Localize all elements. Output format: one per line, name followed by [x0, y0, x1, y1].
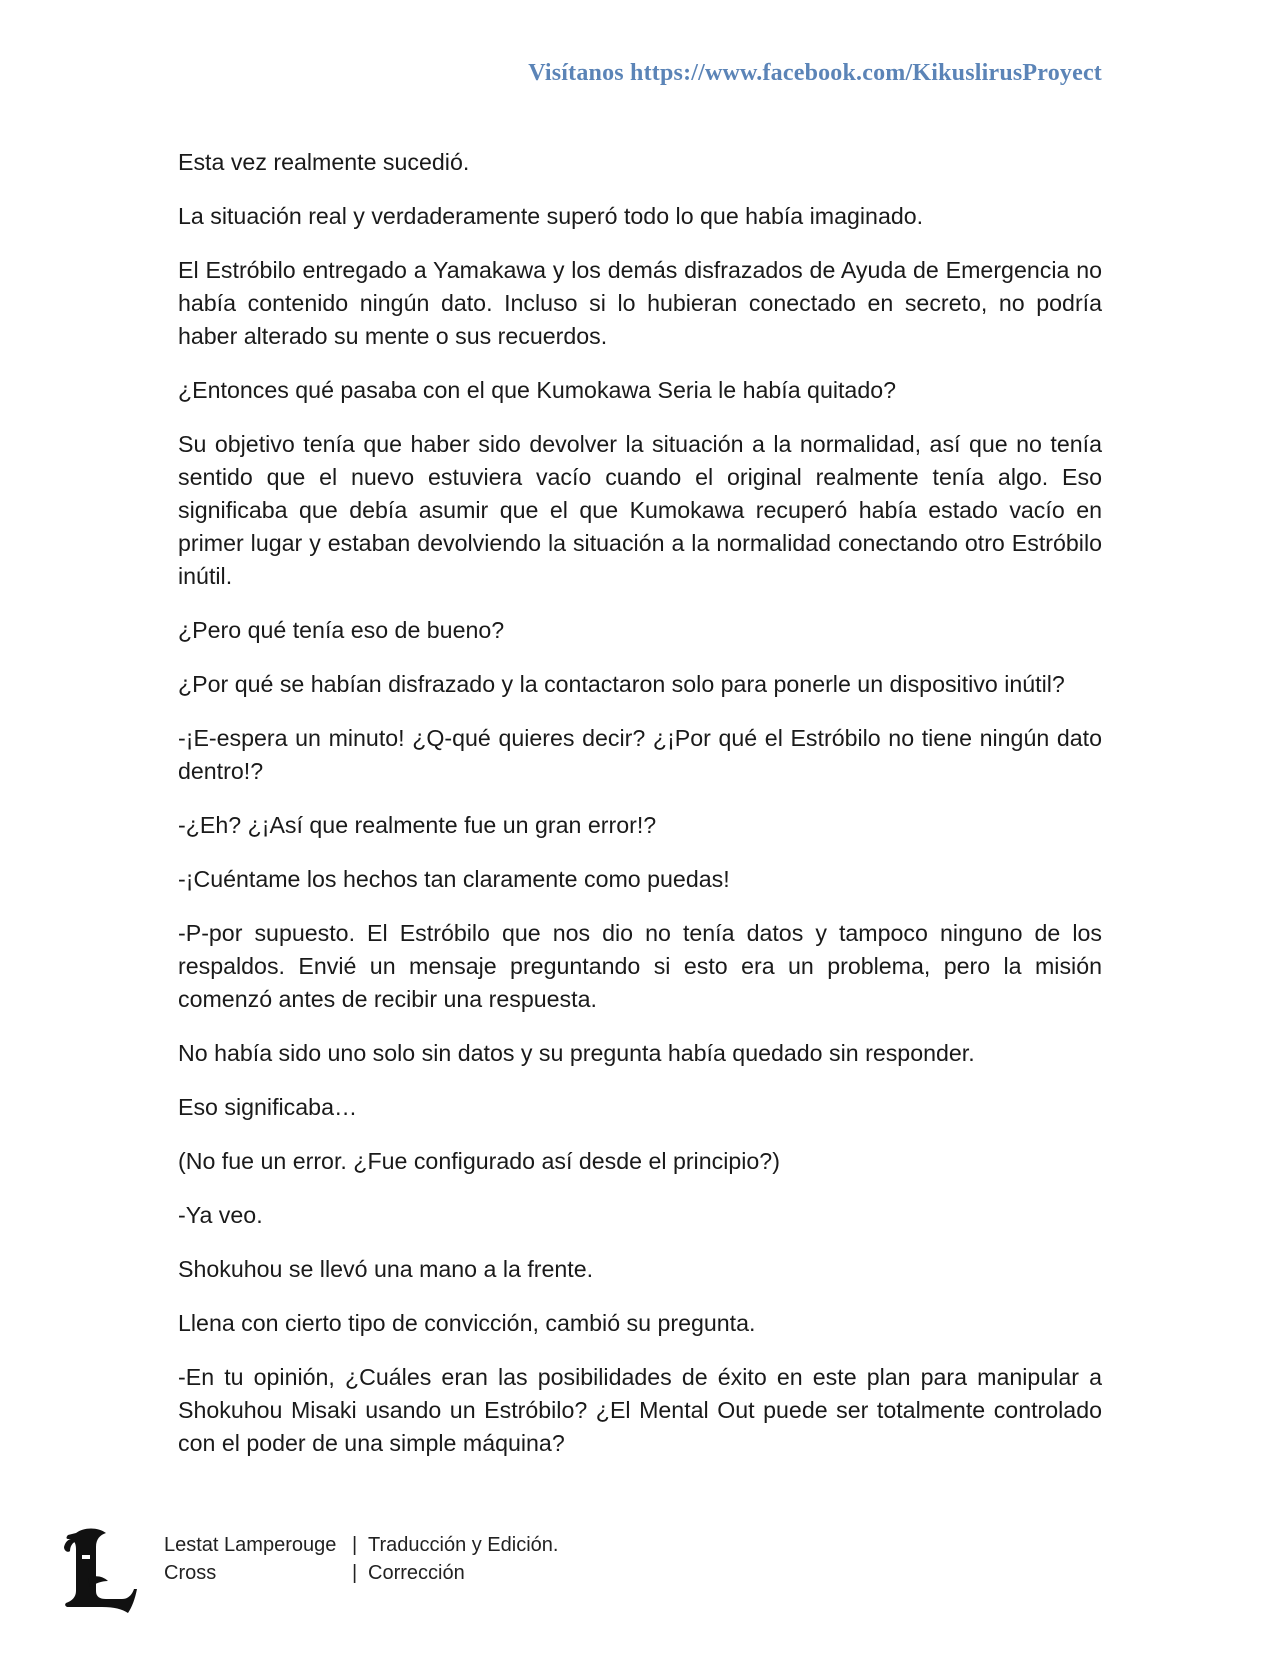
credits — [164, 1531, 558, 1587]
paragraph: ¿Pero qué tenía eso de bueno? — [178, 617, 505, 643]
facebook-link[interactable]: Visítanos https://www.facebook.com/KikuslirusProyect — [528, 60, 1102, 86]
paragraph: -Ya veo. — [178, 1202, 263, 1228]
paragraph: Shokuhou se llevó una mano a la frente. — [178, 1256, 594, 1282]
credit-separator: | — [352, 1562, 358, 1584]
gothic-letter-l-logo-icon — [62, 1525, 138, 1615]
credit-name: Cross — [164, 1562, 217, 1584]
paragraph: El Estróbilo entregado a Yamakawa y los demás disfrazados de Ayuda de Emergencia no había contenido ningún dato. Incluso si lo hubieran conectado en secreto, no podría haber alterado su mente o sus recuerdos. — [178, 257, 1102, 349]
page-body — [178, 146, 1102, 1481]
credit-row — [164, 1531, 558, 1559]
paragraph: No había sido uno solo sin datos y su pregunta había quedado sin responder. — [178, 1040, 975, 1066]
credit-role: Corrección — [368, 1562, 465, 1584]
paragraph: (No fue un error. ¿Fue configurado así desde el principio?) — [178, 1148, 780, 1174]
paragraph: Su objetivo tenía que haber sido devolver la situación a la normalidad, así que no tenía sentido que el nuevo estuviera vacío cuando el original realmente tenía algo. Eso significaba que debía asumir que el que Kumokawa recuperó había estado vacío en primer lugar y estaban devolviendo la situación a la normalidad conectando otro Estróbilo inútil. — [178, 431, 1102, 589]
credit-row — [164, 1559, 558, 1587]
credit-separator: | — [352, 1534, 358, 1556]
paragraph: -¿Eh? ¿¡Así que realmente fue un gran error!? — [178, 812, 657, 838]
paragraph: -¡Cuéntame los hechos tan claramente como puedas! — [178, 866, 730, 892]
credit-role: Traducción y Edición. — [368, 1534, 559, 1556]
credit-name: Lestat Lamperouge — [164, 1534, 337, 1556]
paragraph: ¿Entonces qué pasaba con el que Kumokawa Seria le había quitado? — [178, 377, 897, 403]
paragraph: Esta vez realmente sucedió. — [178, 149, 470, 175]
paragraph: -P-por supuesto. El Estróbilo que nos dio no tenía datos y tampoco ninguno de los respaldos. Envié un mensaje preguntando si esto era un problema, pero la misión comenzó antes de recibir una respuesta. — [178, 920, 1102, 1012]
paragraph: Eso significaba… — [178, 1094, 358, 1120]
page-footer — [62, 1525, 662, 1615]
paragraph: La situación real y verdaderamente superó todo lo que había imaginado. — [178, 203, 924, 229]
paragraph: Llena con cierto tipo de convicción, cambió su pregunta. — [178, 1310, 756, 1336]
paragraph: ¿Por qué se habían disfrazado y la contactaron solo para ponerle un dispositivo inútil? — [178, 671, 1065, 697]
paragraph: -En tu opinión, ¿Cuáles eran las posibilidades de éxito en este plan para manipular a Shokuhou Misaki usando un Estróbilo? ¿El Mental Out puede ser totalmente controlado con el poder de una simple máquina? — [178, 1364, 1102, 1456]
paragraph: -¡E-espera un minuto! ¿Q-qué quieres decir? ¿¡Por qué el Estróbilo no tiene ningún dato dentro!? — [178, 725, 1102, 784]
